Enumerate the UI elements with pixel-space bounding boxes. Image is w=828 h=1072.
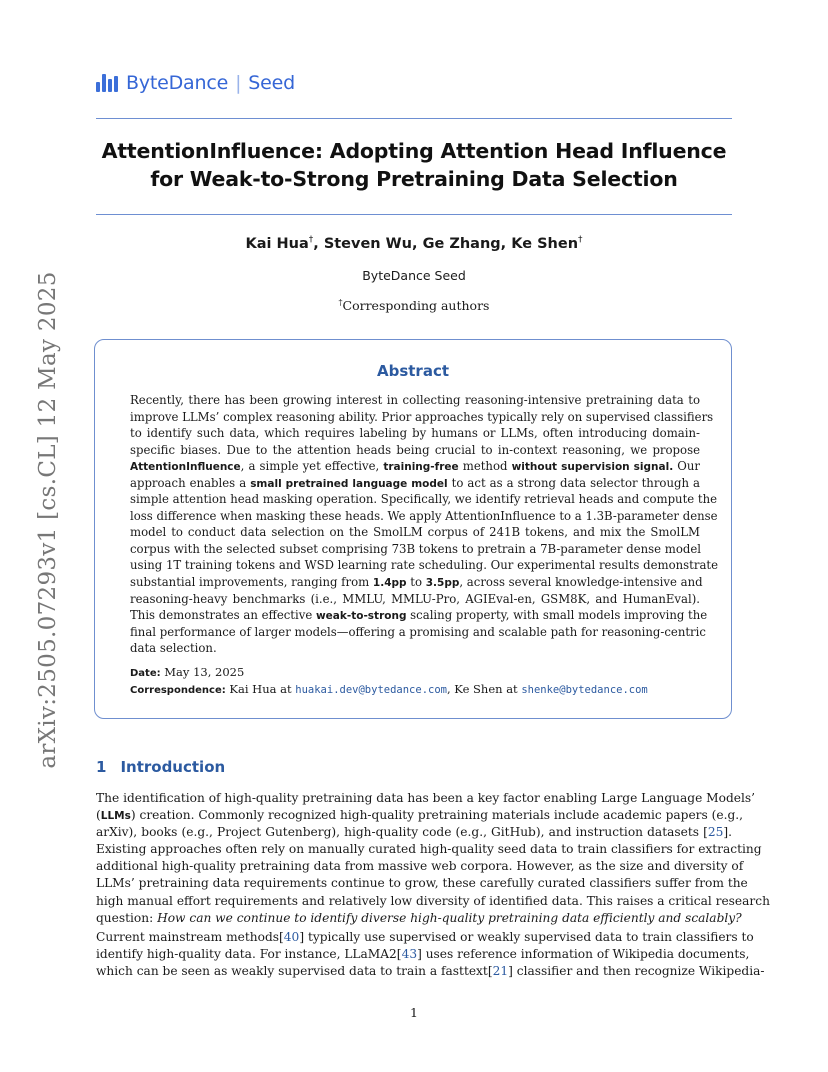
logo-wordmark: ByteDance | Seed	[126, 72, 295, 94]
citation-link[interactable]: 21	[492, 964, 509, 979]
citation-link[interactable]: 40	[283, 930, 300, 944]
abstract-text: Recently, there has been growing interest in collecting reasoning-intensive pretraining data to improve LLMs’ complex reasoning ability. Prior approaches typically rely on supervised classifiers to identify such data, which requires labeling by humans or LLMs, often introducing domain- specific biases. Due to the attention heads being crucial to in-context reasoning, we propose AttentionInfluence, a simple yet effective, training-free method without supervision signal. Our approach enables a small pretrained language model to act as a strong data selector through a simple attention head masking operation. Specifically, we identify retrieval heads and compute the loss difference when masking these heads. We apply AttentionInfluence to a 1.3B-parameter dense model to conduct data selection on the SmolLM corpus of 241B tokens, and mix the SmolLM corpus with the selected subset comprising 73B tokens to pretrain a 7B-parameter dense model using 1T training tokens and WSD learning rate scheduling. Our experimental results demonstrate substantial improvements, ranging from 1.4pp to 3.5pp, across several knowledge-intensive and reasoning-heavy benchmarks (i.e., MMLU, MMLU-Pro, AGIEval-en, GSM8K, and HumanEval). This demonstrates an effective weak-to-strong scaling property, with small models improving the final performance of larger models—offering a promising and scalable path for reasoning-centric data selection.	[130, 393, 719, 656]
section-heading-introduction: 1 Introduction	[96, 758, 226, 776]
abstract-heading: Abstract	[376, 362, 450, 380]
bytedance-seed-logo	[96, 70, 295, 96]
affiliation: ByteDance Seed	[362, 268, 466, 283]
correspondence-line: Correspondence: Kai Hua at huakai.dev@bytedance.com, Ke Shen at shenke@bytedance.com	[130, 682, 648, 696]
intro-paragraph-1: The identification of high-quality pretraining data has been a key factor enabling Large Language Models’ (LLMs) creation. Commonly recognized high-quality pretraining materials include academic papers (e.g., arXiv), books (e.g., Project Gutenberg), high-quality code (e.g., GitHub), and instruction datasets [25]. Existing approaches often rely on manually curated high-quality seed data to train classifiers for extracting additional high-quality pretraining data from massive web corpora. However, as the size and diversity of LLMs’ pretraining data requirements continue to grow, these carefully curated classifiers suffer from the high manual effort requirements and relatively low diversity of identified data. This raises a critical research question: How can we continue to identify diverse high-quality pretraining data efficiently and scalably?	[96, 791, 770, 925]
bar-chart-icon	[96, 74, 118, 92]
email-link-shenke[interactable]: shenke@bytedance.com	[521, 684, 648, 696]
top-rule	[96, 118, 732, 119]
citation-link[interactable]: 43	[401, 947, 418, 962]
citation-link[interactable]: 25	[707, 825, 724, 840]
page-number: 1	[410, 1005, 418, 1020]
date-line: Date: May 13, 2025	[130, 665, 245, 679]
abstract-box	[94, 339, 732, 719]
intro-paragraph-2: Current mainstream methods[40] typically use supervised or weakly supervised data to train classifiers to identify high-quality data. For instance, LLaMA2[43] uses reference information of Wikipedia documents, which can be seen as weakly supervised data to train a fasttext[21] classifier and then recognize Wikipedia-	[96, 930, 765, 979]
arxiv-stamp: arXiv:2505.07293v1 [cs.CL] 12 May 2025	[35, 271, 61, 769]
email-link-huakai[interactable]: huakai.dev@bytedance.com	[295, 684, 447, 696]
title-bottom-rule	[96, 214, 732, 215]
corresponding-note: †Corresponding authors	[338, 298, 490, 314]
paper-title: AttentionInfluence: Adopting Attention Head Influence for Weak-to-Strong Pretraining Data Selection	[101, 139, 727, 191]
author-list: Kai Hua†, Steven Wu, Ge Zhang, Ke Shen†	[245, 235, 583, 252]
